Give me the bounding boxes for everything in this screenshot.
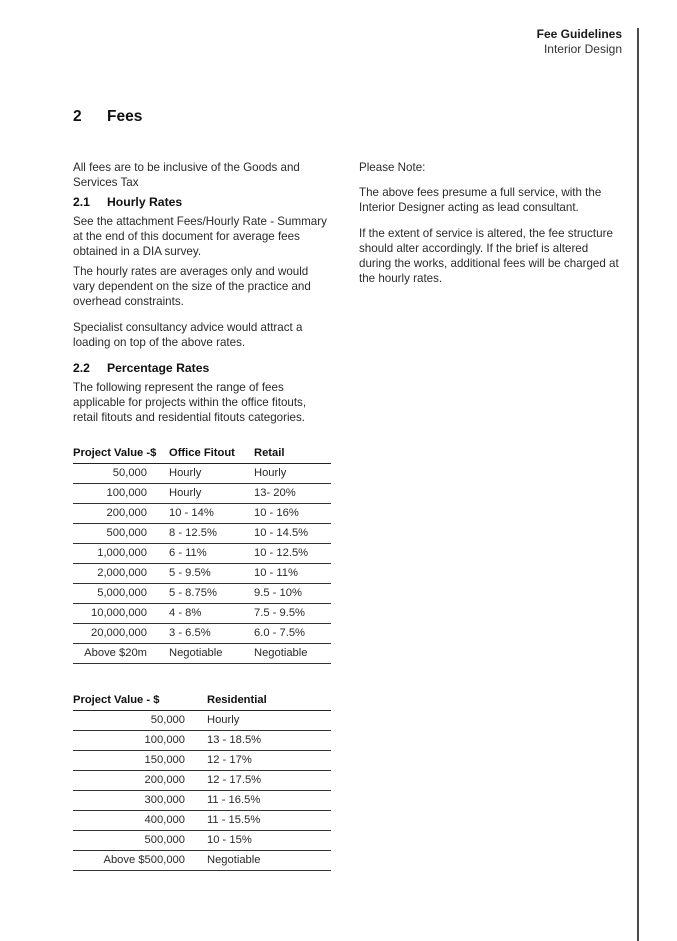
fee-range-cell: Hourly xyxy=(169,464,254,484)
project-value-cell: 200,000 xyxy=(73,504,169,524)
fee-range-cell: 9.5 - 10% xyxy=(254,584,331,604)
project-value-cell: 20,000,000 xyxy=(73,624,169,644)
table-row xyxy=(73,564,331,584)
page-margin-rule xyxy=(637,28,639,941)
hourly-paragraph-2: The hourly rates are averages only and would vary dependent on the size of the practice and overhead constraints. xyxy=(73,265,311,308)
table-row xyxy=(73,751,331,771)
table-header-row xyxy=(73,444,331,464)
column-header: Project Value - $ xyxy=(73,691,207,711)
table-row xyxy=(73,791,331,811)
table-row xyxy=(73,544,331,564)
fee-range-cell: Hourly xyxy=(169,484,254,504)
project-value-cell: 500,000 xyxy=(73,524,169,544)
fee-range-cell: 10 - 14% xyxy=(169,504,254,524)
left-column xyxy=(73,160,331,425)
table-row xyxy=(73,624,331,644)
column-header: Residential xyxy=(207,691,331,711)
running-header xyxy=(537,27,622,57)
fee-range-cell: Negotiable xyxy=(169,644,254,664)
project-value-cell: 2,000,000 xyxy=(73,564,169,584)
project-value-cell: 150,000 xyxy=(73,751,207,771)
project-value-cell: 200,000 xyxy=(73,771,207,791)
fee-range-cell: 13 - 18.5% xyxy=(207,731,331,751)
intro-paragraph: All fees are to be inclusive of the Goods and Services Tax xyxy=(73,161,300,189)
fee-range-cell: 4 - 8% xyxy=(169,604,254,624)
hourly-paragraph-3: Specialist consultancy advice would attract a loading on top of the above rates. xyxy=(73,321,303,349)
table-row xyxy=(73,464,331,484)
fee-range-cell: 10 - 12.5% xyxy=(254,544,331,564)
project-value-cell: 100,000 xyxy=(73,731,207,751)
fee-range-cell: 11 - 15.5% xyxy=(207,811,331,831)
right-column xyxy=(359,160,619,286)
fee-range-cell: 10 - 16% xyxy=(254,504,331,524)
fee-range-cell: 10 - 15% xyxy=(207,831,331,851)
project-value-cell: 100,000 xyxy=(73,484,169,504)
project-value-cell: 10,000,000 xyxy=(73,604,169,624)
table-row xyxy=(73,811,331,831)
note-title: Please Note: xyxy=(359,161,426,174)
project-value-cell: 50,000 xyxy=(73,711,207,731)
fee-range-cell: 10 - 11% xyxy=(254,564,331,584)
table-row xyxy=(73,644,331,664)
fee-range-cell: Negotiable xyxy=(254,644,331,664)
project-value-cell: 500,000 xyxy=(73,831,207,851)
project-value-cell: 400,000 xyxy=(73,811,207,831)
fee-range-cell: 5 - 9.5% xyxy=(169,564,254,584)
fee-range-cell: Hourly xyxy=(207,711,331,731)
table-row xyxy=(73,604,331,624)
fee-range-cell: Hourly xyxy=(254,464,331,484)
fee-range-cell: 8 - 12.5% xyxy=(169,524,254,544)
table-row xyxy=(73,524,331,544)
header-subtitle: Interior Design xyxy=(543,42,622,56)
fees-table-commercial xyxy=(73,444,331,664)
note-paragraph-1: The above fees presume a full service, with the Interior Designer acting as lead consultant. xyxy=(359,186,602,214)
column-header: Retail xyxy=(254,444,331,464)
fee-range-cell: 6 - 11% xyxy=(169,544,254,564)
table-row xyxy=(73,584,331,604)
table-row xyxy=(73,484,331,504)
percentage-paragraph: The following represent the range of fees applicable for projects within the office fitouts, retail fitouts and residential fitouts categories. xyxy=(73,381,307,424)
subheading-title: Hourly Rates xyxy=(107,195,183,209)
subheading-hourly xyxy=(73,195,331,210)
table-row xyxy=(73,711,331,731)
column-header: Project Value -$ xyxy=(73,444,169,464)
table-row xyxy=(73,504,331,524)
fee-range-cell: 11 - 16.5% xyxy=(207,791,331,811)
note-paragraph-2: If the extent of service is altered, the fee structure should alter accordingly. If the brief is altered during the works, additional fees will be charged at the hourly rates. xyxy=(359,227,619,285)
section-title: Fees xyxy=(107,108,143,125)
fee-range-cell: 6.0 - 7.5% xyxy=(254,624,331,644)
project-value-cell: 1,000,000 xyxy=(73,544,169,564)
table-row xyxy=(73,851,331,871)
project-value-cell: 50,000 xyxy=(73,464,169,484)
project-value-cell: 5,000,000 xyxy=(73,584,169,604)
hourly-paragraph-1: See the attachment Fees/Hourly Rate - Summary at the end of this document for average fees obtained in a DIA survey. xyxy=(73,215,327,258)
project-value-cell: Above $500,000 xyxy=(73,851,207,871)
project-value-cell: Above $20m xyxy=(73,644,169,664)
fee-range-cell: Negotiable xyxy=(207,851,331,871)
table-row xyxy=(73,771,331,791)
subheading-percentage xyxy=(73,361,331,376)
project-value-cell: 300,000 xyxy=(73,791,207,811)
fee-range-cell: 12 - 17.5% xyxy=(207,771,331,791)
fees-table-residential xyxy=(73,691,331,871)
subheading-title: Percentage Rates xyxy=(107,361,210,375)
fee-range-cell: 3 - 6.5% xyxy=(169,624,254,644)
fee-range-cell: 13- 20% xyxy=(254,484,331,504)
subheading-number: 2.1 xyxy=(73,195,90,209)
fee-range-cell: 7.5 - 9.5% xyxy=(254,604,331,624)
table-row xyxy=(73,731,331,751)
section-number: 2 xyxy=(73,108,82,125)
header-title: Fee Guidelines xyxy=(536,27,622,41)
subheading-number: 2.2 xyxy=(73,361,90,375)
column-header: Office Fitout xyxy=(169,444,254,464)
section-heading xyxy=(73,109,142,124)
fee-range-cell: 12 - 17% xyxy=(207,751,331,771)
fee-range-cell: 5 - 8.75% xyxy=(169,584,254,604)
fee-range-cell: 10 - 14.5% xyxy=(254,524,331,544)
table-row xyxy=(73,831,331,851)
table-header-row xyxy=(73,691,331,711)
